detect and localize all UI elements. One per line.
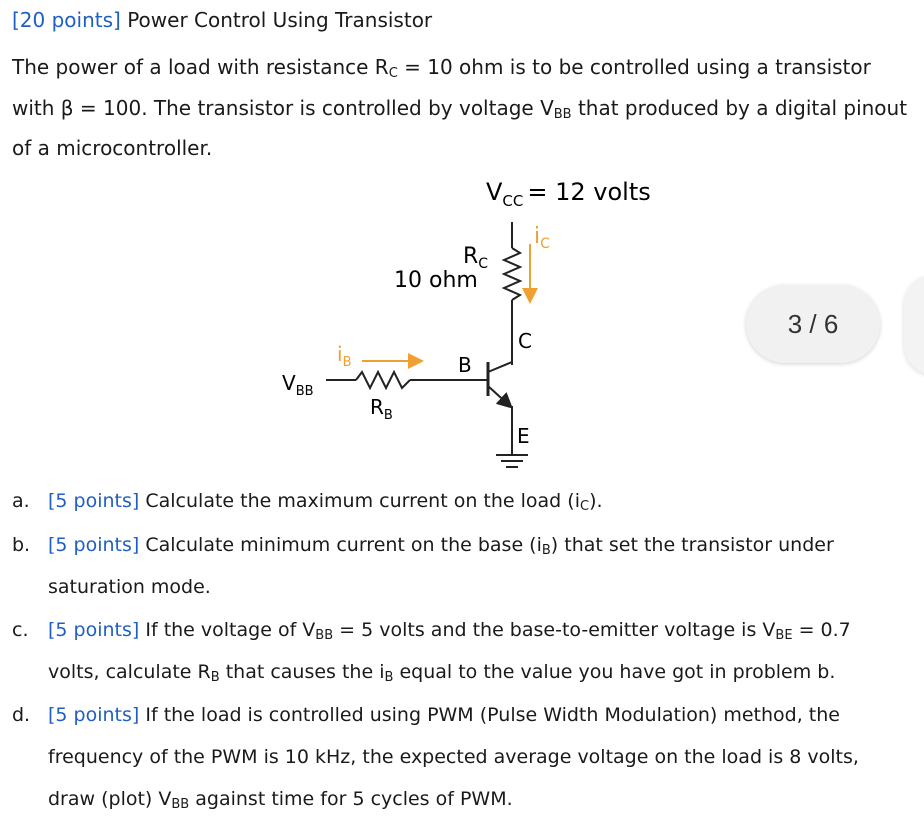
points-badge: [5 points]: [48, 704, 140, 726]
collector-label: C: [518, 329, 532, 353]
vbb-label: $V_{BB}$: [282, 371, 314, 399]
question-text: Calculate minimum current on the base (i: [145, 534, 542, 556]
question-text: saturation mode.: [48, 576, 211, 598]
intro-text: that produced by a digital pinout: [571, 96, 908, 120]
rc-resistor: [504, 248, 520, 300]
question-label: a.: [12, 490, 30, 512]
intro-text: The power of a load with resistance R: [12, 55, 389, 79]
subscript: C: [388, 66, 398, 81]
subscript: BB: [171, 797, 190, 812]
question-text: draw (plot) V: [48, 788, 172, 810]
question-text: Calculate the maximum current on the load (i: [145, 490, 580, 512]
question-d: [12, 704, 840, 726]
ib-label: $i_B$: [337, 342, 352, 370]
rc-value: 10 ohm: [394, 268, 478, 293]
ic-label: $i_C$: [534, 224, 550, 252]
question-text: = 0.7: [792, 619, 851, 641]
base-label: B: [458, 353, 472, 377]
points-badge: [5 points]: [48, 534, 140, 556]
rb-resistor: [356, 372, 410, 388]
subscript: B: [541, 543, 551, 558]
intro-text: = 10 ohm is to be controlled using a transistor: [397, 55, 871, 79]
question-label: b.: [12, 534, 31, 556]
page-indicator[interactable]: [746, 285, 880, 363]
subscript: C: [579, 499, 590, 514]
problem-title: Power Control Using Transistor: [127, 8, 433, 32]
question-text: frequency of the PWM is 10 kHz, the expected average voltage on the load is 8 volts,: [48, 746, 859, 768]
question-text: against time for 5 cycles of PWM.: [189, 788, 513, 810]
points-badge: [5 points]: [48, 619, 140, 641]
rc-label: $R_C$: [463, 244, 489, 272]
emitter-label: E: [517, 424, 530, 448]
points-badge: [5 points]: [48, 490, 140, 512]
transistor-collector-leg: [488, 362, 512, 372]
rb-label: $R_B$: [370, 395, 393, 423]
question-b-continued: [48, 576, 211, 598]
question-text: = 5 volts and the base-to-emitter voltage is V: [333, 619, 776, 641]
intro-text: of a microcontroller.: [12, 136, 213, 160]
subscript: B: [210, 670, 220, 685]
question-text: If the load is controlled using PWM (Pulse Width Modulation) method, the: [145, 704, 840, 726]
question-text: that causes the i: [219, 661, 385, 683]
subscript: BE: [775, 628, 793, 643]
points-badge: [20 points]: [12, 8, 121, 32]
question-d-continued: [48, 746, 859, 768]
page-indicator-text: 3 / 6: [787, 308, 839, 339]
question-text: ) that set the transistor under: [550, 534, 834, 556]
subscript: BB: [553, 107, 572, 122]
subscript: B: [384, 670, 394, 685]
question-a: [12, 490, 603, 514]
question-c-continued: [48, 661, 835, 685]
question-label: d.: [12, 704, 31, 726]
question-d-continued-2: [48, 788, 513, 812]
question-text: ).: [589, 490, 603, 512]
question-text: volts, calculate R: [48, 661, 211, 683]
question-c: [12, 619, 851, 643]
transistor-emitter-leg: [488, 386, 510, 406]
question-text: equal to the value you have got in problem b.: [393, 661, 836, 683]
question-label: c.: [12, 619, 29, 641]
intro-text: with β = 100. The transistor is controlled by voltage V: [12, 96, 554, 120]
question-text: If the voltage of V: [145, 619, 316, 641]
vcc-label: $V_{CC} = 12$ volts: [486, 178, 651, 210]
question-b: [12, 534, 834, 558]
subscript: BB: [315, 628, 334, 643]
